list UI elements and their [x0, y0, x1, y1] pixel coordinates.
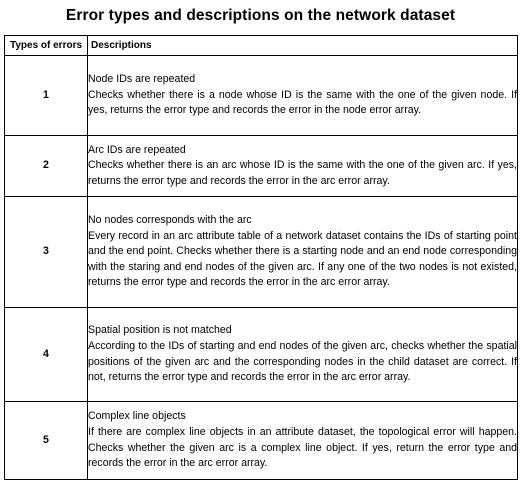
error-type-number: 3 [5, 197, 88, 308]
header-descriptions: Descriptions [88, 36, 518, 56]
error-name: Arc IDs are repeated [88, 143, 186, 156]
error-type-number: 1 [5, 56, 88, 136]
error-description: Checks whether there is an arc whose ID is the same with the one of the given arc. If yes, returns the error type and records the error in the arc error array. [88, 159, 517, 187]
table-row [5, 308, 518, 402]
error-description-cell [88, 197, 518, 308]
error-description-cell [88, 402, 518, 480]
table-row [5, 402, 518, 480]
error-description: Every record in an arc attribute table of a network dataset contains the IDs of starting point and the end point. Checks whether there is a starting node and an end node corresponding with the staring and end nodes of the given arc. If any one of the two nodes is not existed, returns the error type and records the error in the arc error array. [88, 229, 517, 289]
error-name: Node IDs are repeated [88, 73, 196, 86]
error-description-cell [88, 136, 518, 197]
error-name: Spatial position is not matched [88, 324, 232, 337]
table-row [5, 56, 518, 136]
error-type-number: 4 [5, 308, 88, 402]
error-description: If there are complex line objects in an attribute dataset, the topological error will happen. Checks whether the given arc is a complex line object. If yes, return the error type and records the error in the arc error array. [88, 425, 517, 470]
table-title: Error types and descriptions on the network dataset [65, 7, 456, 24]
error-type-number: 2 [5, 136, 88, 197]
error-description-cell [88, 56, 518, 136]
table-header-row [5, 36, 518, 56]
error-name: Complex line objects [88, 410, 186, 423]
error-type-number: 5 [5, 402, 88, 480]
error-description: According to the IDs of starting and end nodes of the given arc, checks whether the spatial positions of the given arc and the corresponding nodes in the child dataset are correct. If not, returns the error type and records the error in the arc error array. [88, 339, 517, 384]
header-types-of-errors: Types of errors [5, 36, 88, 56]
error-description: Checks whether there is a node whose ID is the same with the one of the given node. If yes, returns the error type and records the error in the node error array. [88, 88, 517, 117]
table-row [5, 197, 518, 308]
table-row [5, 136, 518, 197]
error-types-table [4, 35, 518, 480]
error-name: No nodes corresponds with the arc [88, 214, 252, 227]
error-description-cell [88, 308, 518, 402]
